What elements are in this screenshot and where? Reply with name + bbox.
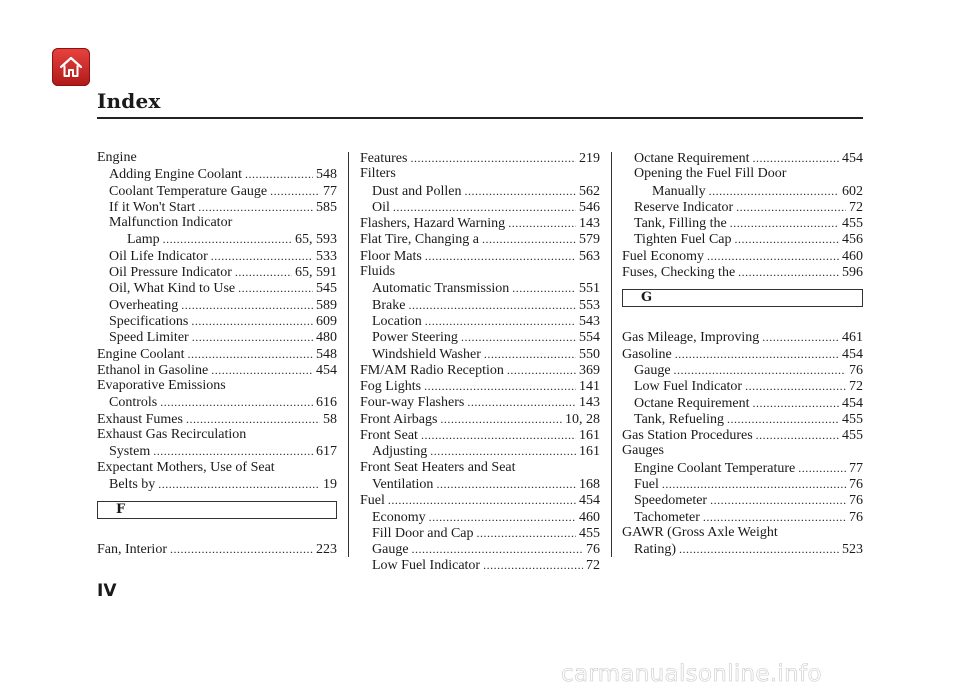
index-entry-term: Oil [372, 199, 390, 215]
index-entry[interactable] [97, 297, 337, 313]
dot-leader [745, 378, 846, 394]
index-entry-page[interactable]: 77 [849, 460, 863, 476]
index-entry-term: If it Won't Start [109, 199, 196, 215]
index-entry-page[interactable]: 76 [849, 477, 863, 493]
index-entry-page[interactable]: 455 [579, 525, 600, 541]
index-entry[interactable] [622, 346, 863, 362]
index-entry-page[interactable]: 617 [316, 444, 337, 460]
page-title: Index [97, 89, 161, 113]
index-entry[interactable] [360, 313, 600, 329]
index-entry[interactable] [360, 297, 600, 313]
index-entry-page[interactable]: 161 [579, 428, 600, 444]
index-entry[interactable] [360, 378, 600, 394]
dot-leader [429, 509, 576, 525]
dot-leader [158, 476, 320, 492]
dot-leader [484, 346, 576, 362]
index-entry-page[interactable]: 10, 28 [565, 411, 600, 427]
index-entry-term: Fuel Economy [622, 248, 705, 264]
index-entry[interactable] [360, 231, 600, 247]
index-entry[interactable] [97, 362, 337, 378]
index-entry-page[interactable]: 76 [849, 509, 863, 525]
index-entry[interactable] [97, 329, 337, 345]
index-entry-term: Controls [109, 395, 158, 411]
index-entry[interactable] [360, 427, 600, 443]
index-entry[interactable] [360, 411, 600, 427]
index-entry[interactable] [360, 476, 600, 492]
index-entry-term: Reserve Indicator [634, 199, 734, 215]
index-entry[interactable] [622, 443, 863, 459]
watermark: carmanualsonline.info [561, 661, 822, 687]
index-entry[interactable] [622, 329, 863, 345]
index-entry-term: Ethanol in Gasoline [97, 362, 209, 378]
index-entry[interactable] [360, 509, 600, 525]
index-entry-term: Flashers, Hazard Warning [360, 216, 506, 232]
home-icon [58, 55, 84, 79]
dot-leader [188, 346, 314, 362]
index-entry-term: Expectant Mothers, Use of Seat [97, 459, 275, 475]
index-entry-term: Fuel [360, 493, 385, 509]
index-entry[interactable] [97, 215, 337, 231]
dot-leader [477, 525, 577, 541]
dot-leader [181, 297, 313, 313]
index-entry[interactable] [622, 541, 863, 557]
index-entry-page[interactable]: 562 [579, 183, 600, 199]
index-entry[interactable] [622, 362, 863, 378]
index-entry[interactable] [622, 199, 863, 215]
index-entry[interactable] [97, 346, 337, 362]
dot-leader [710, 492, 846, 508]
dot-leader [482, 231, 576, 247]
section-header-f: F [97, 501, 337, 519]
index-entry[interactable] [360, 460, 600, 476]
index-entry-page[interactable]: 143 [579, 216, 600, 232]
index-entry[interactable] [97, 199, 337, 215]
index-entry[interactable] [360, 525, 600, 541]
dot-leader [153, 443, 313, 459]
index-entry[interactable] [622, 264, 863, 280]
index-entry-page[interactable]: 548 [316, 346, 337, 362]
dot-leader [798, 460, 846, 476]
index-entry[interactable] [622, 460, 863, 476]
index-entry-page[interactable]: 168 [579, 476, 600, 492]
index-entry-page[interactable]: 551 [579, 281, 600, 297]
index-entry[interactable] [97, 150, 337, 166]
dot-leader [674, 362, 846, 378]
dot-leader [707, 248, 839, 264]
index-entry-term: Belts by [109, 476, 156, 492]
dot-leader [709, 183, 839, 199]
index-entry-term: Fan, Interior [97, 542, 167, 558]
index-entry[interactable] [622, 395, 863, 411]
index-entry-term: Dust and Pollen [372, 183, 462, 199]
index-entry-page[interactable]: 550 [579, 346, 600, 362]
index-entry[interactable] [622, 150, 863, 166]
index-entry[interactable] [360, 280, 600, 296]
index-entry-term: Gasoline [622, 346, 672, 362]
index-column-3 [622, 150, 863, 558]
index-entry-page[interactable]: 65, 593 [295, 232, 337, 248]
index-entry-page[interactable]: 553 [579, 297, 600, 313]
index-entry-term: Low Fuel Indicator [372, 558, 481, 574]
index-entry-term: Floor Mats [360, 248, 422, 264]
index-entry[interactable] [360, 329, 600, 345]
index-entry[interactable] [360, 346, 600, 362]
index-entry-term: Features [360, 151, 408, 166]
dot-leader [425, 248, 576, 264]
index-entry-page[interactable]: 19 [323, 476, 337, 492]
dot-leader [270, 183, 320, 199]
index-entry[interactable] [97, 248, 337, 264]
index-entry-page[interactable]: 454 [842, 346, 863, 362]
dot-leader [160, 394, 313, 410]
index-entry[interactable] [360, 362, 600, 378]
index-entry[interactable] [360, 215, 600, 231]
dot-leader [421, 427, 576, 443]
index-entry-term: Engine [97, 150, 137, 165]
index-entry-page[interactable]: 456 [842, 232, 863, 248]
title-divider [97, 117, 863, 119]
index-entry-term: Flat Tire, Changing a [360, 232, 480, 248]
index-entry[interactable] [360, 557, 600, 573]
index-entry[interactable] [360, 264, 600, 280]
index-entry[interactable] [622, 166, 863, 182]
index-entry-page[interactable]: 141 [579, 379, 600, 395]
index-entry[interactable] [622, 427, 863, 443]
index-entry[interactable] [97, 166, 337, 182]
index-entry-term: Overheating [109, 297, 179, 313]
index-entry-term: Octane Requirement [634, 395, 750, 411]
index-entry-term: Specifications [109, 313, 189, 329]
index-entry[interactable] [360, 183, 600, 199]
index-entry-term: Malfunction Indicator [109, 215, 233, 231]
index-entry-term: Gauge [634, 362, 671, 378]
index-entry-page[interactable]: 454 [579, 493, 600, 509]
index-entry[interactable] [97, 183, 337, 199]
index-entry-term: Ventilation [372, 476, 434, 492]
index-entry-page[interactable]: 454 [316, 362, 337, 378]
dot-leader [410, 150, 576, 166]
index-entry-page[interactable]: 579 [579, 232, 600, 248]
index-entry[interactable] [622, 215, 863, 231]
index-entry-page[interactable]: 602 [842, 183, 863, 199]
index-entry-term: Engine Coolant Temperature [634, 460, 796, 476]
index-entry-term: Fuel [634, 477, 659, 493]
index-entry-page[interactable]: 58 [323, 411, 337, 427]
index-entry-term: Fuses, Checking the [622, 265, 736, 281]
dot-leader [467, 394, 576, 410]
index-entry[interactable] [622, 525, 863, 541]
index-entry-term: Oil, What Kind to Use [109, 281, 236, 297]
index-entry-term: Gas Mileage, Improving [622, 330, 760, 346]
index-entry-page[interactable]: 545 [316, 281, 337, 297]
index-entry-term: Coolant Temperature Gauge [109, 183, 268, 199]
index-entry-page[interactable]: 460 [579, 509, 600, 525]
index-entry-term: Gauge [372, 542, 409, 558]
index-entry-term: Exhaust Fumes [97, 411, 183, 427]
index-entry-page[interactable]: 554 [579, 330, 600, 346]
index-entry[interactable] [97, 313, 337, 329]
dot-leader [483, 557, 583, 573]
index-entry[interactable] [360, 541, 600, 557]
index-entry-page[interactable]: 454 [842, 395, 863, 411]
dot-leader [412, 541, 583, 557]
index-entry-term: Fill Door and Cap [372, 525, 474, 541]
index-entry-page[interactable]: 548 [316, 167, 337, 183]
index-entry-page[interactable]: 455 [842, 411, 863, 427]
index-entry[interactable] [622, 509, 863, 525]
index-entry-page[interactable]: 480 [316, 330, 337, 346]
dot-leader [430, 443, 576, 459]
index-entry-page[interactable]: 223 [316, 542, 337, 558]
index-entry-term: Front Seat [360, 428, 418, 444]
index-entry-page[interactable]: 65, 591 [295, 265, 337, 281]
index-entry-page[interactable]: 616 [316, 395, 337, 411]
dot-leader [512, 280, 576, 296]
dot-leader [436, 476, 576, 492]
index-entry-term: Lamp [127, 232, 160, 248]
index-entry-term: Front Seat Heaters and Seat [360, 459, 516, 475]
index-entry-term: Rating) [634, 542, 676, 558]
index-entry-term: Front Airbags [360, 411, 438, 427]
index-entry-page[interactable]: 72 [849, 379, 863, 395]
dot-leader [662, 476, 846, 492]
column-divider [348, 152, 349, 557]
index-entry[interactable] [360, 166, 600, 182]
index-entry-page[interactable]: 76 [849, 362, 863, 378]
index-entry-term: Automatic Transmission [372, 281, 510, 297]
index-entry-term: Adding Engine Coolant [109, 167, 242, 183]
dot-leader [735, 231, 840, 247]
index-entry[interactable] [360, 150, 600, 166]
index-entry[interactable] [360, 199, 600, 215]
dot-leader [679, 541, 839, 557]
index-entry-term: Opening the Fuel Fill Door [634, 166, 787, 182]
index-entry-page[interactable]: 585 [316, 199, 337, 215]
index-entry-term: Power Steering [372, 330, 458, 346]
index-entry-term: Exhaust Gas Recirculation [97, 427, 247, 443]
index-entry[interactable] [97, 476, 337, 492]
dot-leader [752, 150, 839, 166]
index-entry-page[interactable]: 461 [842, 330, 863, 346]
index-entry-term: Evaporative Emissions [97, 378, 226, 394]
dot-leader [198, 199, 313, 215]
index-entry-term: System [109, 444, 151, 460]
index-entry[interactable] [360, 492, 600, 508]
index-entry[interactable] [622, 183, 863, 199]
index-entry-term: FM/AM Radio Reception [360, 362, 504, 378]
index-entry-term: Tachometer [634, 509, 700, 525]
dot-leader [756, 427, 839, 443]
index-column-2 [360, 150, 600, 574]
index-entry-page[interactable]: 589 [316, 297, 337, 313]
index-entry[interactable] [97, 541, 337, 557]
index-entry[interactable] [360, 394, 600, 410]
index-entry[interactable] [360, 248, 600, 264]
index-entry-page[interactable]: 543 [579, 313, 600, 329]
index-entry[interactable] [622, 231, 863, 247]
index-entry-term: Speedometer [634, 493, 708, 509]
dot-leader [738, 264, 839, 280]
index-entry-page[interactable]: 72 [586, 558, 600, 574]
dot-leader [191, 313, 313, 329]
dot-leader [211, 362, 313, 378]
dot-leader [508, 215, 576, 231]
index-entry[interactable] [97, 443, 337, 459]
index-entry-term: Economy [372, 509, 426, 525]
index-entry-term: Windshield Washer [372, 346, 481, 362]
dot-leader [238, 280, 313, 296]
index-entry-page[interactable]: 454 [842, 151, 863, 166]
dot-leader [408, 297, 576, 313]
dot-leader [235, 264, 292, 280]
index-entry-page[interactable]: 161 [579, 444, 600, 460]
dot-leader [163, 231, 292, 247]
index-entry-page[interactable]: 596 [842, 265, 863, 281]
index-entry-term: Speed Limiter [109, 330, 189, 346]
index-entry-term: Gas Station Procedures [622, 428, 753, 444]
index-entry-page[interactable]: 219 [579, 151, 600, 166]
dot-leader [211, 248, 313, 264]
index-entry-term: Adjusting [372, 444, 428, 460]
index-entry-term: Manually [652, 183, 706, 199]
dot-leader [461, 329, 576, 345]
home-button[interactable] [52, 48, 90, 86]
index-column-1 [97, 150, 337, 558]
index-entry-page[interactable]: 455 [842, 428, 863, 444]
index-entry-page[interactable]: 546 [579, 199, 600, 215]
index-entry[interactable] [97, 460, 337, 476]
index-entry-term: Oil Pressure Indicator [109, 265, 232, 281]
index-entry-term: GAWR (Gross Axle Weight [622, 524, 778, 540]
index-entry[interactable] [97, 231, 337, 247]
index-entry[interactable] [622, 411, 863, 427]
dot-leader [727, 411, 839, 427]
index-entry[interactable] [97, 280, 337, 296]
index-entry[interactable] [622, 492, 863, 508]
index-entry[interactable] [360, 443, 600, 459]
index-entry-term: Brake [372, 297, 406, 313]
column-divider [611, 152, 612, 557]
index-entry-page[interactable]: 455 [842, 216, 863, 232]
index-entry[interactable] [622, 378, 863, 394]
index-entry-page[interactable]: 77 [323, 183, 337, 199]
index-entry-term: Tank, Refueling [634, 411, 724, 427]
index-entry-page[interactable]: 523 [842, 542, 863, 558]
index-entry[interactable] [622, 248, 863, 264]
dot-leader [186, 411, 320, 427]
index-entry-page[interactable]: 563 [579, 248, 600, 264]
index-entry[interactable] [97, 411, 337, 427]
section-header-g: G [622, 289, 863, 307]
index-entry-page[interactable]: 609 [316, 313, 337, 329]
index-entry-term: Oil Life Indicator [109, 248, 208, 264]
dot-leader [736, 199, 846, 215]
dot-leader [730, 215, 839, 231]
index-entry-term: Filters [360, 166, 396, 182]
dot-leader [192, 329, 313, 345]
dot-leader [424, 378, 576, 394]
index-entry-term: Engine Coolant [97, 346, 185, 362]
index-entry-page[interactable]: 76 [586, 542, 600, 558]
index-entry[interactable] [97, 427, 337, 443]
dot-leader [393, 199, 576, 215]
index-entry-term: Tank, Filling the [634, 216, 727, 232]
index-entry-page[interactable]: 76 [849, 493, 863, 509]
index-entry[interactable] [97, 264, 337, 280]
index-entry[interactable] [97, 378, 337, 394]
dot-leader [464, 183, 576, 199]
index-entry-term: Fog Lights [360, 379, 422, 395]
index-entry-term: Low Fuel Indicator [634, 379, 743, 395]
index-entry-page[interactable]: 533 [316, 248, 337, 264]
index-entry-page[interactable]: 369 [579, 362, 600, 378]
dot-leader [170, 541, 313, 557]
index-entry-term: Location [372, 313, 422, 329]
index-entry-page[interactable]: 72 [849, 199, 863, 215]
page-number: IV [97, 581, 117, 601]
dot-leader [245, 166, 313, 182]
index-entry-term: Tighten Fuel Cap [634, 232, 732, 248]
index-entry-term: Fluids [360, 264, 396, 280]
index-entry-page[interactable]: 460 [842, 248, 863, 264]
dot-leader [425, 313, 576, 329]
index-entry[interactable] [622, 476, 863, 492]
dot-leader [440, 411, 562, 427]
dot-leader [762, 329, 839, 345]
index-entry-term: Four-way Flashers [360, 395, 465, 411]
dot-leader [703, 509, 846, 525]
index-entry-term: Gauges [622, 443, 664, 459]
dot-leader [752, 395, 839, 411]
index-entry-term: Octane Requirement [634, 151, 750, 166]
dot-leader [675, 346, 839, 362]
dot-leader [388, 492, 576, 508]
index-entry-page[interactable]: 143 [579, 395, 600, 411]
dot-leader [507, 362, 576, 378]
index-entry[interactable] [97, 394, 337, 410]
